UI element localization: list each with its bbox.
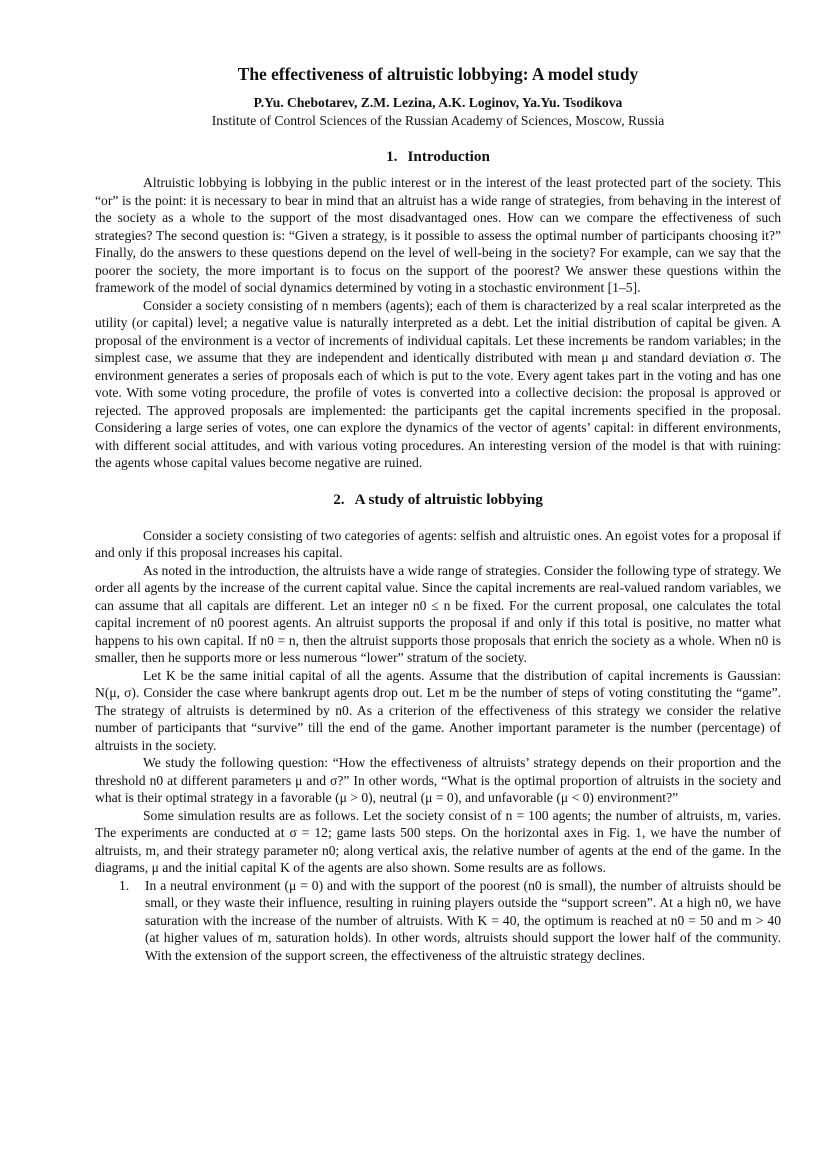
study-paragraph-3: Let K be the same initial capital of all the agents. Assume that the distribution of capital increments is Gaussian: N(μ, σ). Consider the case where bankrupt agents drop out. Let m be the number of steps of voting constituting the “game”. The strategy of altruists is determined by n0. As a criterion of the effectiveness of this strategy we consider the relative number of participants that “survive” till the end of the game. Another important parameter is the number (percentage) of altruists in the society. <box>95 667 781 753</box>
study-paragraph-1: Consider a society consisting of two categories of agents: selfish and altruistic ones. An egoist votes for a proposal if and only if this proposal increases his capital. <box>95 527 781 560</box>
paper-affiliation: Institute of Control Sciences of the Russian Academy of Sciences, Moscow, Russia <box>211 112 665 128</box>
study-paragraph-2: As noted in the introduction, the altruists have a wide range of strategies. Consider the following type of strategy. We order all agents by the increase of the current capital value. Since the capital increments are real-valued random variables, we can assume that all capitals are different. Let an integer n0 ≤ n be fixed. For the current proposal, one calculates the total capital increment of n0 poorest agents. An altruist supports the proposal if and only if this total is positive, no matter what happens to his own capital. If n0 = n, then the altruist supports those proposals that enrich the society as a whole. When n0 is smaller, then he supports more or less numerous “lower” stratum of the society. <box>95 562 781 665</box>
study-paragraph-4: We study the following question: “How the effectiveness of altruists’ strategy depends on their proportion and the threshold n0 at different parameters μ and σ?” In other words, “What is the optimal proportion of altruists in the society and what is their optimal strategy in a favorable (μ > 0), neutral (μ = 0), and unfavorable (μ < 0) environment?” <box>95 755 781 805</box>
paper-title: The effectiveness of altruistic lobbying: A model study <box>237 64 639 84</box>
list-item-number: 1. <box>119 877 130 893</box>
intro-paragraph-1: Altruistic lobbying is lobbying in the public interest or in the interest of the least protected part of the society. This “or” is the point: it is necessary to bear in mind that an altruist has a wide range of strategies, from behaving in the interest of the society as a whole to the support of the most disadvantaged ones. How can we compare the effectiveness of such strategies? The second question is: “Given a strategy, is it possible to assess the optimal number of participants choosing it?” Finally, do the answers to these questions depend on the level of well-being in the society? For example, can we say that the poorer the society, the more important is to focus on the support of the poorest? We answer these questions within the framework of the model of social dynamics determined by voting in a stochastic environment [1–5]. <box>95 175 781 295</box>
list-item <box>95 877 781 965</box>
intro-paragraph-2: Consider a society consisting of n members (agents); each of them is characterized by a real scalar interpreted as the utility (or capital) level; a negative value is naturally interpreted as a debt. Let the initial distribution of capital be given. A proposal of the environment is a vector of increments of individual capitals. Let these increments be random variables; in the simplest case, we assume that they are independent and identically distributed with mean μ and standard deviation σ. The environment generates a series of proposals each of which is put to the vote. Every agent takes part in the voting and has one vote. With some voting procedure, the profile of votes is converted into a collective decision: the proposal is approved or rejected. The approved proposals are implemented: the participants get the capital increments specified in the proposal. Considering a large series of votes, one can explore the dynamics of the vector of agents’ capital: in different environments, with different social attitudes, and with various voting procedures. An interesting version of the model is that with ruining: the agents whose capital values become negative are ruined. <box>95 297 781 470</box>
paper-authors: P.Yu. Chebotarev, Z.M. Lezina, A.K. Loginov, Ya.Yu. Tsodikova <box>253 95 623 110</box>
study-paragraph-5: Some simulation results are as follows. Let the society consist of n = 100 agents; the number of altruists, m, varies. The experiments are conducted at σ = 12; game lasts 500 steps. On the horizontal axes in Fig. 1, we have the number of altruists, m, and their strategy parameter n0; along vertical axis, the relative number of agents at the end of the game. In the diagrams, μ and the initial capital K of the agents are also shown. Some results are as follows. <box>95 807 781 875</box>
section-number: 1. <box>386 148 398 165</box>
section-title: Introduction <box>407 148 490 165</box>
list-item-text: In a neutral environment (μ = 0) and with the support of the poorest (n0 is small), the number of altruists should be small, or they waste their influence, resulting in ruining players outside the “support screen”. At a high n0, we have saturation with the increase of the number of altruists. With K = 40, the optimum is reached at n0 = 50 and m > 40 (at higher values of m, saturation holds). In other words, altruists should support the lower half of the community. With the extension of the support screen, the effectiveness of the altruistic strategy declines. <box>145 877 781 963</box>
section-title: A study of altruistic lobbying <box>354 490 543 508</box>
results-list <box>95 877 781 965</box>
paper-page <box>95 62 781 964</box>
section-heading-altruistic-lobbying <box>95 490 781 510</box>
section-heading-introduction <box>95 147 781 167</box>
section-number: 2. <box>333 490 345 508</box>
